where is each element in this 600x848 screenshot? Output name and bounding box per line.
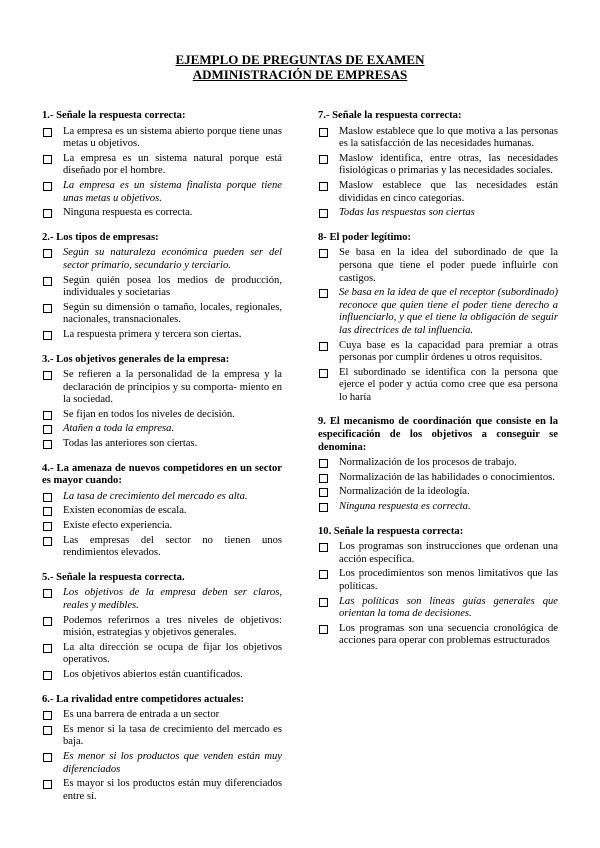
answer-option	[318, 457, 558, 470]
checkbox[interactable]	[43, 644, 52, 653]
answer-option-text: Existen economías de escala.	[63, 505, 187, 517]
question-title: 9. El mecanismo de coordinación que consiste en la especificación de los objetivos a conseguir se denomina:	[318, 416, 558, 453]
answer-option-text: Se fijan en todos los niveles de decisión.	[63, 408, 235, 420]
answer-option	[318, 623, 558, 648]
answer-option	[318, 287, 558, 337]
answer-option	[318, 501, 558, 514]
answer-option-text: Todas las anteriores son ciertas.	[63, 438, 198, 450]
answer-option-text: Es menor si los productos que venden están muy diferenciados	[63, 750, 282, 775]
answer-option	[42, 724, 282, 749]
answer-option	[42, 153, 282, 178]
answer-option	[318, 541, 558, 566]
answer-option	[42, 615, 282, 640]
question-block	[318, 416, 558, 513]
answer-option-text: Los objetivos abiertos están cuantificados.	[63, 668, 243, 680]
answer-option-text: Normalización de la ideología.	[339, 486, 470, 498]
answer-option	[318, 596, 558, 621]
question-title: 6.- La rivalidad entre competidores actuales:	[42, 693, 245, 705]
answer-option-text: La tasa de crecimiento del mercado es alta.	[63, 490, 248, 502]
answer-option	[318, 180, 558, 205]
checkbox[interactable]	[43, 753, 52, 762]
checkbox[interactable]	[43, 209, 52, 218]
answer-option-text: Se basa en la idea de que el receptor (subordinado) reconoce que quien tiene el poder tiene derecho a influenciarlo, y que el tiene la obligación de seguir las directrices de tal influencia.	[339, 287, 558, 336]
answer-option-text: Es mayor si los productos están muy diferenciados entre sí.	[63, 778, 282, 802]
checkbox[interactable]	[319, 342, 328, 351]
question-block	[42, 232, 282, 342]
answer-option-text: La empresa es un sistema finalista porque tiene unas metas u objetivos.	[63, 179, 282, 204]
answer-option-text: La alta dirección se ocupa de fijar los objetivos operativos.	[63, 641, 282, 666]
answer-option-text: El subordinado se identifica con la persona que ejerce el poder y actúa como cree que esa persona lo haría	[339, 366, 558, 403]
answer-option	[318, 247, 558, 285]
checkbox[interactable]	[43, 128, 52, 137]
answer-option	[318, 207, 558, 220]
checkbox[interactable]	[43, 711, 52, 720]
answer-option	[42, 207, 282, 220]
checkbox[interactable]	[43, 493, 52, 502]
checkbox[interactable]	[319, 369, 328, 378]
checkbox[interactable]	[319, 543, 328, 552]
answer-option	[42, 126, 282, 151]
answer-option-text: Normalización de los procesos de trabajo.	[339, 457, 517, 469]
checkbox[interactable]	[319, 155, 328, 164]
title-line-1: EJEMPLO DE PREGUNTAS DE EXAMEN	[175, 52, 425, 67]
answer-option	[42, 247, 282, 272]
checkbox[interactable]	[43, 411, 52, 420]
checkbox[interactable]	[43, 425, 52, 434]
checkbox[interactable]	[43, 304, 52, 313]
checkbox[interactable]	[319, 128, 328, 137]
question-title: 7.- Señale la respuesta correcta:	[318, 110, 462, 121]
answer-option	[42, 505, 282, 518]
answer-option	[318, 126, 558, 151]
checkbox[interactable]	[43, 780, 52, 789]
answer-option	[42, 587, 282, 612]
answer-option-text: Los procedimientos son menos limitativos que las políticas.	[339, 568, 558, 592]
answer-option	[42, 423, 282, 436]
question-title: 10. Señale la respuesta correcta:	[318, 525, 464, 537]
answer-option	[42, 520, 282, 533]
checkbox[interactable]	[319, 503, 328, 512]
answer-option-text: Maslow identifica, entre otras, las necesidades fisiológicas o primarias y las necesidades sociales.	[339, 152, 558, 177]
question-block	[318, 526, 558, 648]
checkbox[interactable]	[43, 277, 52, 286]
answer-option	[318, 568, 558, 593]
answer-option-text: Según quién posea los medios de producción, individuales y societarias	[63, 274, 282, 299]
checkbox[interactable]	[319, 182, 328, 191]
answer-option	[42, 180, 282, 205]
answer-option-text: Las empresas del sector no tienen unos rendimientos elevados.	[63, 534, 282, 559]
checkbox[interactable]	[319, 209, 328, 218]
question-block	[318, 110, 558, 220]
answer-option	[42, 751, 282, 776]
checkbox[interactable]	[319, 570, 328, 579]
answer-option-text: La empresa es un sistema natural porque está diseñado por el hombre.	[63, 152, 282, 177]
answer-option	[42, 369, 282, 407]
question-block	[42, 463, 282, 560]
checkbox[interactable]	[43, 726, 52, 735]
question-title: 3.- Los objetivos generales de la empresa:	[42, 353, 230, 365]
answer-option-text: Podemos referirnos a tres niveles de objetivos: misión, estrategias y objetivos generales.	[63, 614, 282, 639]
question-block	[42, 354, 282, 451]
answer-option	[42, 302, 282, 327]
answer-option	[42, 329, 282, 342]
checkbox[interactable]	[319, 459, 328, 468]
question-block	[42, 694, 282, 804]
answer-option-text: Existe efecto experiencia.	[63, 520, 173, 532]
answer-option	[318, 153, 558, 178]
answer-option-text: Se refieren a la personalidad de la empresa y la declaración de principios y su comporta- miento en la sociedad.	[63, 369, 282, 406]
checkbox[interactable]	[43, 507, 52, 516]
checkbox[interactable]	[319, 625, 328, 634]
checkbox[interactable]	[319, 249, 328, 258]
checkbox[interactable]	[319, 474, 328, 483]
answer-option	[42, 275, 282, 300]
answer-option-text: La empresa es un sistema abierto porque tiene unas metas u objetivos.	[63, 125, 282, 150]
answer-option-text: Ninguna respuesta es correcta.	[339, 501, 471, 513]
answer-option-text: Todas las respuestas son ciertas	[339, 207, 475, 219]
question-block	[42, 572, 282, 682]
answer-option	[42, 642, 282, 667]
checkbox[interactable]	[319, 488, 328, 497]
answer-option-text: Los programas son instrucciones que ordenan una acción específica.	[339, 541, 558, 565]
document-title	[0, 52, 600, 82]
answer-option	[42, 778, 282, 803]
question-title: 2.- Los tipos de empresas:	[42, 231, 159, 243]
checkbox[interactable]	[43, 155, 52, 164]
answer-option-text: La respuesta primera y tercera son ciertas.	[63, 328, 242, 340]
answer-option-text: Se basa en la idea del subordinado de que la persona que tiene el poder puede influirle con castigos.	[339, 247, 558, 284]
answer-option-text: Maslow establece que las necesidades están divididas en cinco categorías.	[339, 179, 558, 204]
answer-option	[42, 491, 282, 504]
checkbox[interactable]	[43, 617, 52, 626]
checkbox[interactable]	[43, 440, 52, 449]
answer-option	[42, 709, 282, 722]
question-title: 4.- La amenaza de nuevos competidores en un sector es mayor cuando:	[42, 462, 282, 487]
checkbox[interactable]	[43, 371, 52, 380]
question-title: 5.- Señale la respuesta correcta.	[42, 571, 185, 583]
answer-option	[42, 438, 282, 451]
answer-option-text: Normalización de las habilidades o conocimientos.	[339, 471, 555, 483]
question-title: 8- El poder legítimo:	[318, 231, 412, 243]
answer-option-text: Los objetivos de la empresa deben ser claros, reales y medibles.	[63, 587, 282, 611]
answer-option-text: Cuya base es la capacidad para premiar a otras personas por cumplir órdenes u otros requisitos.	[339, 339, 558, 364]
answer-option	[42, 535, 282, 560]
answer-option	[318, 486, 558, 499]
checkbox[interactable]	[43, 671, 52, 680]
checkbox[interactable]	[43, 522, 52, 531]
answer-option-text: Los programas son una secuencia cronológica de acciones para operar con problemas estructurados	[339, 622, 558, 647]
answer-option	[318, 472, 558, 485]
checkbox[interactable]	[319, 598, 328, 607]
checkbox[interactable]	[43, 249, 52, 258]
question-block	[42, 110, 282, 220]
answer-option	[42, 669, 282, 682]
answer-option-text: Es una barrera de entrada a un sector	[63, 709, 220, 721]
answer-option-text: Ninguna respuesta es correcta.	[63, 207, 193, 219]
answer-option-text: Es menor si la tasa de crecimiento del mercado es baja.	[63, 723, 282, 748]
answer-option-text: Según su naturaleza económica pueden ser del sector primario, secundario y terciario.	[63, 247, 282, 271]
answer-option	[318, 367, 558, 405]
checkbox[interactable]	[43, 182, 52, 191]
answer-option	[318, 340, 558, 365]
answer-option-text: Las políticas son líneas guías generales que orientan la toma de decisiones.	[339, 595, 558, 620]
checkbox[interactable]	[43, 331, 52, 340]
question-title: 1.- Señale la respuesta correcta:	[42, 110, 186, 121]
answer-option-text: Según su dimensión o tamaño, locales, regionales, nacionales, transnacionales.	[63, 301, 282, 326]
right-column	[318, 110, 558, 660]
checkbox[interactable]	[319, 289, 328, 298]
answer-option	[42, 409, 282, 422]
question-block	[318, 232, 558, 405]
left-column	[42, 110, 282, 815]
answer-option-text: Atañen a toda la empresa.	[63, 423, 175, 435]
checkbox[interactable]	[43, 537, 52, 546]
checkbox[interactable]	[43, 589, 52, 598]
title-line-2: ADMINISTRACIÓN DE EMPRESAS	[192, 67, 408, 82]
answer-option-text: Maslow establece que lo que motiva a las personas es la satisfacción de las necesidades humanas.	[339, 125, 558, 150]
